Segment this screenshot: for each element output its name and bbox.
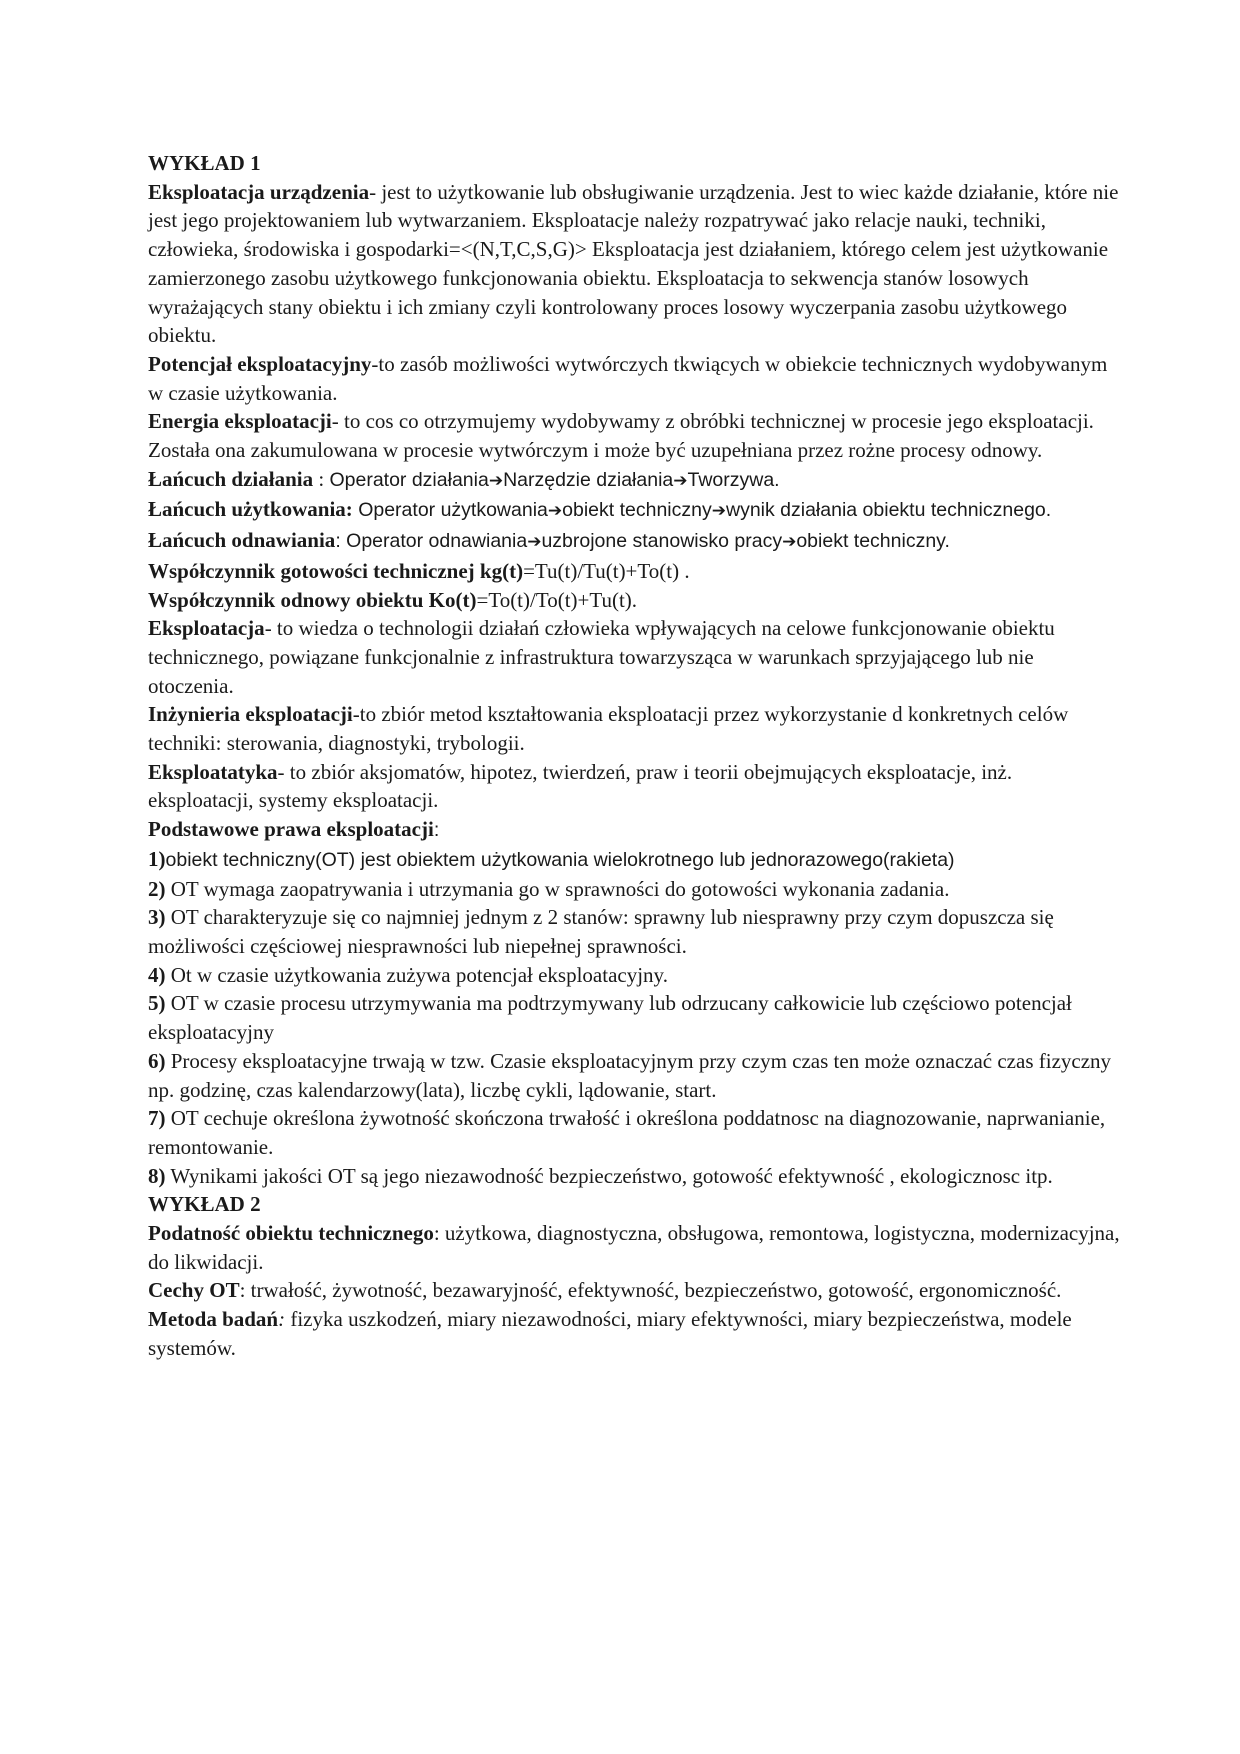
- definition-text: - to cos co otrzymujemy wydobywamy z obróbki technicznej w procesie jego eksploatacji. Została ona zakumulowana w procesie wytwórczym i może być uzupełniana przez rożne procesy odnowy.: [148, 409, 1094, 463]
- definition-text: - to wiedza o technologii działań człowieka wpływających na celowe funkcjonowanie obiektu technicznego, powiązane funkcjonalnie z infrastruktura towarzysząca w warunkach sprzyjającego lub nie otoczenia.: [148, 616, 1055, 698]
- chain-step: Tworzywa.: [687, 468, 780, 491]
- law-item: [148, 989, 1120, 1046]
- law-number: 8): [148, 1163, 166, 1188]
- law-item: [148, 1047, 1120, 1104]
- definition-eksploatatyka: [148, 758, 1120, 815]
- definition-potencjal: [148, 350, 1120, 407]
- definition-text: -to zbiór metod kształtowania eksploatacji przez wykorzystanie d konkretnych celów techniki: sterowania, diagnostyki, trybologii.: [148, 702, 1069, 756]
- term: Eksploatacja: [148, 616, 265, 641]
- term: Łańcuch użytkowania:: [148, 497, 353, 522]
- law-text: OT cechuje określona żywotność skończona trwałość i określona poddatnosc na diagnozowanie, naprwanianie, remontowanie.: [148, 1106, 1106, 1159]
- arrow-icon: ➔: [711, 501, 726, 522]
- definition-text: fizyka uszkodzeń, miary niezawodności, miary efektywności, miary bezpieczeństwa, modele systemów.: [148, 1307, 1072, 1360]
- law-text: Procesy eksploatacyjne trwają w tzw. Czasie eksploatacyjnym przy czym czas ten może oznaczać czas fizyczny np. godzinę, czas kalendarzowy(lata), liczbę cykli, lądowanie, start.: [148, 1048, 1112, 1102]
- definition-cechy: [148, 1276, 1120, 1305]
- law-number: 4): [148, 962, 166, 987]
- law-item: [148, 1162, 1120, 1191]
- law-number: 5): [148, 991, 166, 1016]
- term: Eksploatatyka: [148, 759, 278, 784]
- formula-text: =To(t)/To(t)+Tu(t).: [476, 587, 638, 612]
- arrow-icon: ➔: [673, 470, 688, 491]
- law-item: [148, 1104, 1120, 1161]
- term: Podatność obiektu technicznego: [148, 1221, 434, 1246]
- arrow-icon: ➔: [782, 532, 797, 553]
- law-text: OT wymaga zaopatrywania i utrzymania go w sprawności do gotowości wykonania zadania.: [165, 876, 950, 901]
- definition-eksploatacja-urzadzenia: [148, 178, 1120, 350]
- arrow-icon: ➔: [527, 532, 542, 553]
- arrow-icon: ➔: [488, 470, 504, 491]
- law-text: OT charakteryzuje się co najmniej jednym z 2 stanów: sprawny lub niesprawny przy czym dopuszcza się możliwości częściowej niesprawności lub niepełnej sprawności.: [148, 905, 1054, 958]
- law-text: Wynikami jakości OT są jego niezawodność bezpieczeństwo, gotowość efektywność , ekologicznosc itp.: [165, 1163, 1053, 1188]
- term: Współczynnik gotowości technicznej kg(t): [148, 558, 524, 583]
- formula-odnowa: [148, 586, 1120, 615]
- definition-metoda: [148, 1305, 1120, 1362]
- chain-step: obiekt techniczny: [562, 499, 712, 522]
- laws-heading: [148, 815, 1120, 845]
- law-text: Ot w czasie użytkowania zużywa potencjał eksploatacyjny.: [165, 962, 668, 987]
- law-number: 6): [148, 1048, 166, 1073]
- formula-text: =Tu(t)/Tu(t)+To(t) .: [523, 558, 690, 583]
- definition-eksploatacja: [148, 614, 1120, 700]
- term: Inżynieria eksploatacji: [148, 702, 353, 727]
- definition-text: -to zasób możliwości wytwórczych tkwiących w obiekcie technicznych wydobywanym w czasie użytkowania.: [148, 351, 1108, 405]
- law-item: [148, 845, 1120, 875]
- chain-step: Operator działania: [329, 468, 489, 491]
- term: Podstawowe prawa eksploatacji: [148, 817, 434, 842]
- chain-uzytkowania: [148, 495, 1120, 526]
- law-text: OT w czasie procesu utrzymywania ma podtrzymywany lub odrzucany całkowicie lub częściowo potencjał eksploatacyjny: [148, 991, 1072, 1045]
- term: Metoda badań: [148, 1307, 279, 1332]
- definition-text: : użytkowa, diagnostyczna, obsługowa, remontowa, logistyczna, modernizacyjna, do likwidacji.: [148, 1221, 1120, 1274]
- definition-inzynieria: [148, 700, 1120, 757]
- chain-step: uzbrojone stanowisko pracy: [541, 530, 783, 553]
- chain-step: : Operator odnawiania: [335, 530, 528, 553]
- colon: :: [433, 819, 440, 842]
- term: Łańcuch działania: [148, 466, 314, 491]
- law-number: 3): [148, 905, 166, 930]
- law-number: 1): [148, 846, 166, 871]
- chain-step: Operator użytkowania: [352, 499, 548, 522]
- lecture-1-heading: WYKŁAD 1: [148, 151, 261, 175]
- definition-text: : trwałość, żywotność, bezawaryjność, efektywność, bezpieczeństwo, gotowość, ergonomiczność.: [239, 1278, 1062, 1303]
- colon: :: [278, 1307, 286, 1332]
- term: Eksploatacja urządzenia: [148, 179, 370, 204]
- formula-gotowosc: [148, 557, 1120, 586]
- chain-step: obiekt techniczny.: [796, 530, 950, 553]
- definition-energia: [148, 407, 1120, 464]
- arrow-icon: ➔: [547, 501, 563, 522]
- definition-text: - jest to użytkowanie lub obsługiwanie urządzenia. Jest to wiec każde działanie, które nie jest jego projektowaniem lub wytwarzaniem. Eksploatacje należy rozpatrywać jako relacje nauki, techniki, człowieka, środowiska i gospodarki=<(N,T,C,S,G)> Eksploatacja jest działaniem, którego celem jest użytkowanie zamierzonego zasobu użytkowego funkcjonowania obiektu. Eksploatacja to sekwencja stanów losowych wyrażających stany obiektu i ich zmiany czyli kontrolowany proces losowy wyczerpania zasobu użytkowego obiektu.: [148, 179, 1119, 348]
- definition-text: - to zbiór aksjomatów, hipotez, twierdzeń, praw i teorii obejmujących eksploatacje, inż. eksploatacji, systemy eksploatacji.: [148, 759, 1013, 813]
- law-item: [148, 903, 1120, 960]
- chain-step: Narzędzie działania: [503, 468, 674, 491]
- law-number: 2): [148, 876, 166, 901]
- chain-step: wynik działania obiektu technicznego.: [725, 499, 1052, 522]
- definition-podatnosc: [148, 1219, 1120, 1276]
- chain-odnawiania: [148, 526, 1120, 557]
- separator: :: [313, 466, 330, 491]
- term: Energia eksploatacji: [148, 409, 332, 434]
- law-item: [148, 961, 1120, 990]
- term: Potencjał eksploatacyjny: [148, 351, 372, 376]
- term: Współczynnik odnowy obiektu Ko(t): [148, 587, 477, 612]
- term: Cechy OT: [148, 1278, 240, 1303]
- term: Łańcuch odnawiania: [148, 528, 336, 553]
- law-text: obiekt techniczny(OT) jest obiektem użytkowania wielokrotnego lub jednorazowego(rakieta): [165, 848, 955, 871]
- law-number: 7): [148, 1106, 166, 1131]
- lecture-2-heading: WYKŁAD 2: [148, 1192, 261, 1217]
- chain-dzialania: [148, 465, 1120, 496]
- law-item: [148, 875, 1120, 904]
